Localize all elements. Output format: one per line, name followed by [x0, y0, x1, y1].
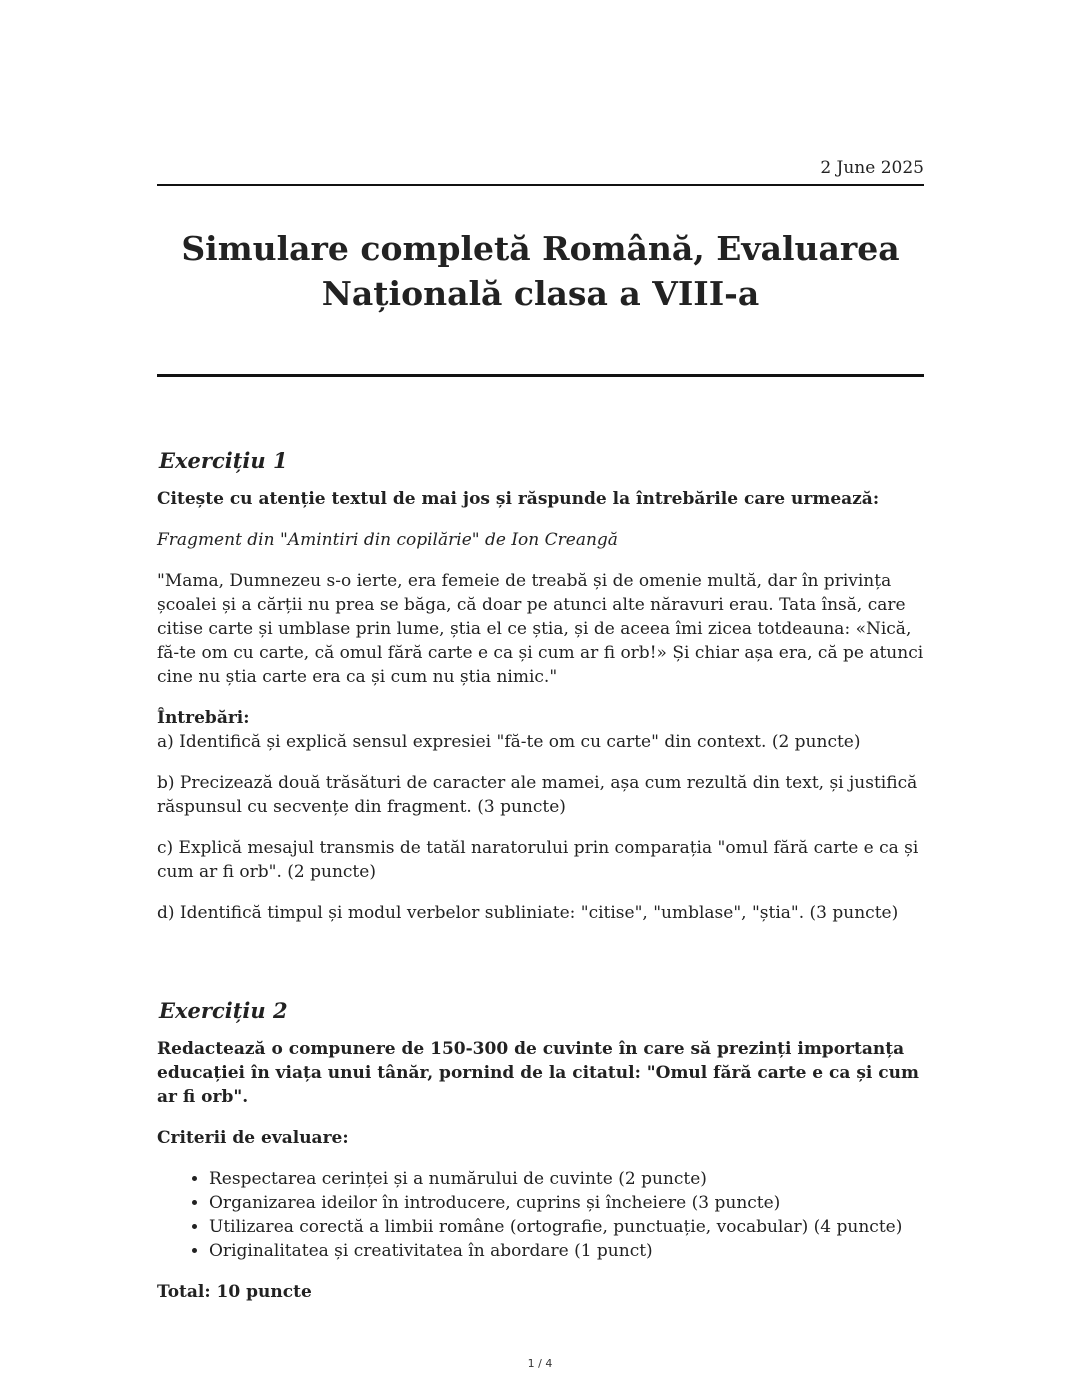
- criteria-item: • Organizarea ideilor în introducere, cuprins și încheiere (3 puncte): [209, 1191, 924, 1215]
- exercise-2-section: [157, 998, 924, 1304]
- page-title: Simulare completă Română, Evaluarea Națională clasa a VIII-a: [181, 229, 900, 313]
- question-d: d) Identifică timpul și modul verbelor subliniate: "citise", "umblase", "știa". (3 puncte): [157, 903, 899, 923]
- criteria-label: Criterii de evaluare:: [157, 1128, 349, 1148]
- exercise-1-passage: "Mama, Dumnezeu s-o ierte, era femeie de treabă și de omenie multă, dar în privința școalei și a cărții nu prea se băga, că doar pe atunci alte năravuri erau. Tata însă, care citise carte și umblase prin lume, știa el ce știa, și de aceea îmi zicea totdeauna: «Nică, fă-te om cu carte, că omul fără carte e ca și cum ar fi orb!» Și chiar așa era, că pe atunci cine nu știa carte era ca și cum nu știa nimic.": [157, 571, 924, 687]
- exercise-2-instruction: Redactează o compunere de 150-300 de cuvinte în care să prezinți importanța educației în viața unui tânăr, pornind de la citatul: "Omul fără carte e ca și cum ar fi orb".: [157, 1039, 919, 1107]
- exercise-1-source: Fragment din "Amintiri din copilărie" de Ion Creangă: [157, 530, 618, 550]
- question-a: a) Identifică și explică sensul expresiei "fă-te om cu carte" din context. (2 puncte): [157, 732, 861, 752]
- header-date: 2 June 2025: [820, 158, 924, 178]
- criteria-item: • Originalitatea și creativitatea în abordare (1 punct): [209, 1239, 924, 1263]
- total-points: Total: 10 puncte: [157, 1282, 312, 1302]
- question-b: b) Precizează două trăsături de caracter ale mamei, așa cum rezultă din text, și justifică răspunsul cu secvențe din fragment. (3 puncte): [157, 773, 918, 817]
- criteria-item: • Utilizarea corectă a limbii române (ortografie, punctuație, vocabular) (4 puncte): [209, 1215, 924, 1239]
- criteria-list: [157, 1167, 924, 1263]
- exercise-2-heading: Exercițiu 2: [159, 998, 288, 1023]
- criteria-item: • Respectarea cerinței și a numărului de cuvinte (2 puncte): [209, 1167, 924, 1191]
- header-divider: [157, 184, 924, 186]
- questions-label: Întrebări:: [157, 708, 250, 728]
- page-number: 1 / 4: [527, 1357, 553, 1370]
- exercise-1-instruction: Citește cu atenție textul de mai jos și răspunde la întrebările care urmează:: [157, 489, 880, 509]
- exercise-1-heading: Exercițiu 1: [159, 448, 288, 473]
- title-divider: [157, 374, 924, 377]
- exercise-1-section: [157, 448, 924, 925]
- question-c: c) Explică mesajul transmis de tatăl naratorului prin comparația "omul fără carte e ca și cum ar fi orb". (2 puncte): [157, 838, 919, 882]
